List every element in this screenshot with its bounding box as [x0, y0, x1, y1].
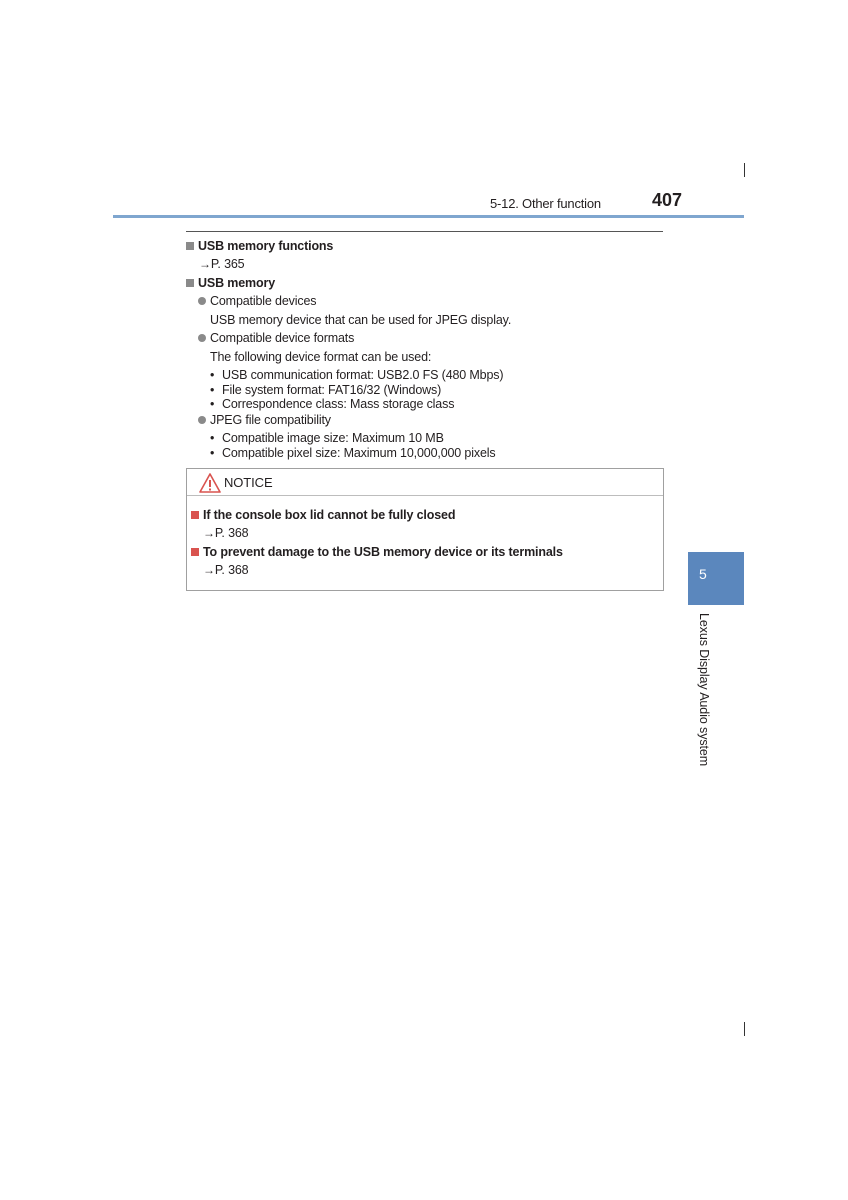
bullet-icon: •	[210, 368, 215, 382]
square-bullet-icon	[186, 279, 194, 287]
reference-link[interactable]: →P. 368	[203, 526, 249, 540]
circle-bullet-icon	[198, 416, 206, 424]
list-item: • Correspondence class: Mass storage class	[210, 397, 455, 411]
bullet-icon: •	[210, 397, 215, 411]
heading-usb-memory: USB memory	[186, 275, 275, 291]
arrow-right-icon: →	[199, 257, 211, 271]
bullet-icon: •	[210, 446, 215, 460]
chapter-number: 5	[699, 566, 707, 582]
chapter-label: Lexus Display Audio system	[697, 613, 711, 767]
list-item: • Compatible image size: Maximum 10 MB	[210, 431, 444, 445]
list-item: • USB communication format: USB2.0 FS (480 Mbps)	[210, 368, 504, 382]
square-bullet-icon	[186, 242, 194, 250]
notice-heading-prevent-damage: To prevent damage to the USB memory device or its terminals	[191, 544, 563, 560]
list-item: • File system format: FAT16/32 (Windows)	[210, 383, 442, 397]
subheading-compatible-device-formats: Compatible device formats	[198, 330, 354, 346]
notice-title: NOTICE	[224, 475, 273, 490]
circle-bullet-icon	[198, 297, 206, 305]
reference-link[interactable]: →P. 368	[203, 563, 249, 577]
reference-link[interactable]: →P. 365	[199, 257, 245, 271]
crop-mark-top	[744, 163, 745, 177]
header-rule	[113, 215, 744, 218]
bullet-icon: •	[210, 431, 215, 445]
page-header	[0, 190, 848, 220]
arrow-right-icon: →	[203, 563, 215, 577]
square-bullet-icon	[191, 511, 199, 519]
page-number: 407	[652, 190, 683, 210]
paragraph: The following device format can be used:	[210, 350, 432, 364]
square-bullet-icon	[191, 548, 199, 556]
notice-heading-console-box-lid: If the console box lid cannot be fully closed	[191, 507, 455, 523]
bullet-icon: •	[210, 383, 215, 397]
circle-bullet-icon	[198, 334, 206, 342]
notice-box	[186, 468, 664, 591]
heading-usb-memory-functions: USB memory functions	[186, 238, 333, 254]
subheading-compatible-devices: Compatible devices	[198, 293, 316, 309]
paragraph: USB memory device that can be used for JPEG display.	[210, 313, 512, 327]
content-top-rule	[186, 231, 663, 232]
notice-divider	[187, 495, 663, 496]
crop-mark-bottom	[744, 1022, 745, 1036]
subheading-jpeg-file-compatibility: JPEG file compatibility	[198, 412, 331, 428]
chapter-tab[interactable]	[688, 552, 744, 605]
list-item: • Compatible pixel size: Maximum 10,000,000 pixels	[210, 446, 496, 460]
section-title: 5-12. Other function	[490, 196, 601, 211]
arrow-right-icon: →	[203, 526, 215, 540]
warning-icon	[199, 473, 221, 493]
